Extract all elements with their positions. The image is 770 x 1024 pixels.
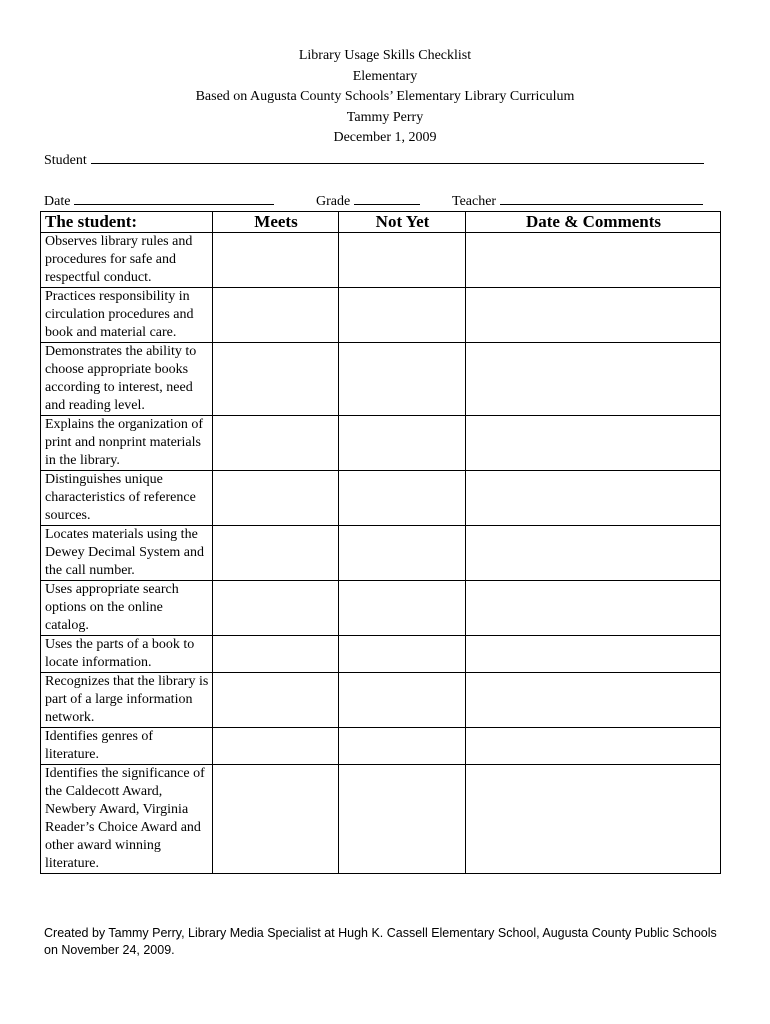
table-row xyxy=(41,343,721,416)
meets-cell[interactable] xyxy=(213,581,339,636)
meets-cell[interactable] xyxy=(213,636,339,673)
not-yet-cell[interactable] xyxy=(339,471,466,526)
skills-checklist-table xyxy=(40,211,721,874)
column-header-not-yet: Not Yet xyxy=(339,212,466,233)
skill-cell: Recognizes that the library is part of a large information network. xyxy=(41,673,213,728)
document-author: Tammy Perry xyxy=(346,109,424,125)
date-comments-cell[interactable] xyxy=(466,526,721,581)
student-field[interactable] xyxy=(44,150,704,170)
skill-cell: Demonstrates the ability to choose appropriate books according to interest, need and reading level. xyxy=(41,343,213,416)
table-row xyxy=(41,728,721,765)
skill-cell: Identifies genres of literature. xyxy=(41,728,213,765)
grade-blank[interactable] xyxy=(354,191,420,205)
not-yet-cell[interactable] xyxy=(339,343,466,416)
meets-cell[interactable] xyxy=(213,728,339,765)
teacher-field[interactable] xyxy=(452,191,703,211)
table-row xyxy=(41,765,721,874)
not-yet-cell[interactable] xyxy=(339,526,466,581)
skill-cell: Locates materials using the Dewey Decimal System and the call number. xyxy=(41,526,213,581)
skill-cell: Practices responsibility in circulation procedures and book and material care. xyxy=(41,288,213,343)
column-header-student: The student: xyxy=(41,212,213,233)
date-comments-cell[interactable] xyxy=(466,581,721,636)
meets-cell[interactable] xyxy=(213,673,339,728)
date-comments-cell[interactable] xyxy=(466,343,721,416)
column-header-date-comments: Date & Comments xyxy=(466,212,721,233)
table-header-row xyxy=(41,212,721,233)
not-yet-cell[interactable] xyxy=(339,416,466,471)
table-row xyxy=(41,288,721,343)
not-yet-cell[interactable] xyxy=(339,673,466,728)
date-comments-cell[interactable] xyxy=(466,416,721,471)
date-field[interactable] xyxy=(44,191,274,211)
skill-cell: Identifies the significance of the Caldecott Award, Newbery Award, Virginia Reader’s Choice Award and other award winning literature. xyxy=(41,765,213,874)
date-label: Date xyxy=(44,194,71,209)
meets-cell[interactable] xyxy=(213,233,339,288)
table-row xyxy=(41,526,721,581)
date-comments-cell[interactable] xyxy=(466,765,721,874)
skill-cell: Uses appropriate search options on the online catalog. xyxy=(41,581,213,636)
meets-cell[interactable] xyxy=(213,343,339,416)
date-comments-cell[interactable] xyxy=(466,728,721,765)
document-header xyxy=(0,46,770,149)
date-comments-cell[interactable] xyxy=(466,233,721,288)
not-yet-cell[interactable] xyxy=(339,288,466,343)
not-yet-cell[interactable] xyxy=(339,765,466,874)
document-title: Library Usage Skills Checklist xyxy=(298,48,472,63)
meets-cell[interactable] xyxy=(213,765,339,874)
document-level: Elementary xyxy=(352,68,418,84)
table-row xyxy=(41,233,721,288)
table-row xyxy=(41,581,721,636)
footer-credit: Created by Tammy Perry, Library Media Specialist at Hugh K. Cassell Elementary School, Augusta County Public Schools on November 24, 2009. xyxy=(44,926,717,957)
teacher-blank[interactable] xyxy=(500,191,703,205)
document-date: December 1, 2009 xyxy=(333,130,437,145)
grade-label: Grade xyxy=(316,194,351,209)
date-comments-cell[interactable] xyxy=(466,673,721,728)
table-row xyxy=(41,471,721,526)
table-row xyxy=(41,416,721,471)
grade-field[interactable] xyxy=(316,191,420,211)
table-row xyxy=(41,636,721,673)
date-comments-cell[interactable] xyxy=(466,471,721,526)
date-comments-cell[interactable] xyxy=(466,636,721,673)
skill-cell: Uses the parts of a book to locate information. xyxy=(41,636,213,673)
meets-cell[interactable] xyxy=(213,416,339,471)
date-blank[interactable] xyxy=(74,191,274,205)
student-blank[interactable] xyxy=(91,150,704,164)
skill-cell: Explains the organization of print and nonprint materials in the library. xyxy=(41,416,213,471)
skill-cell: Distinguishes unique characteristics of reference sources. xyxy=(41,471,213,526)
date-comments-cell[interactable] xyxy=(466,288,721,343)
not-yet-cell[interactable] xyxy=(339,728,466,765)
document-basis: Based on Augusta County Schools’ Elementary Library Curriculum xyxy=(195,89,575,104)
teacher-label: Teacher xyxy=(452,194,497,209)
column-header-meets: Meets xyxy=(213,212,339,233)
meets-cell[interactable] xyxy=(213,471,339,526)
meets-cell[interactable] xyxy=(213,288,339,343)
table-row xyxy=(41,673,721,728)
not-yet-cell[interactable] xyxy=(339,233,466,288)
not-yet-cell[interactable] xyxy=(339,636,466,673)
student-label: Student xyxy=(44,153,87,168)
meets-cell[interactable] xyxy=(213,526,339,581)
not-yet-cell[interactable] xyxy=(339,581,466,636)
skill-cell: Observes library rules and procedures for safe and respectful conduct. xyxy=(41,233,213,288)
